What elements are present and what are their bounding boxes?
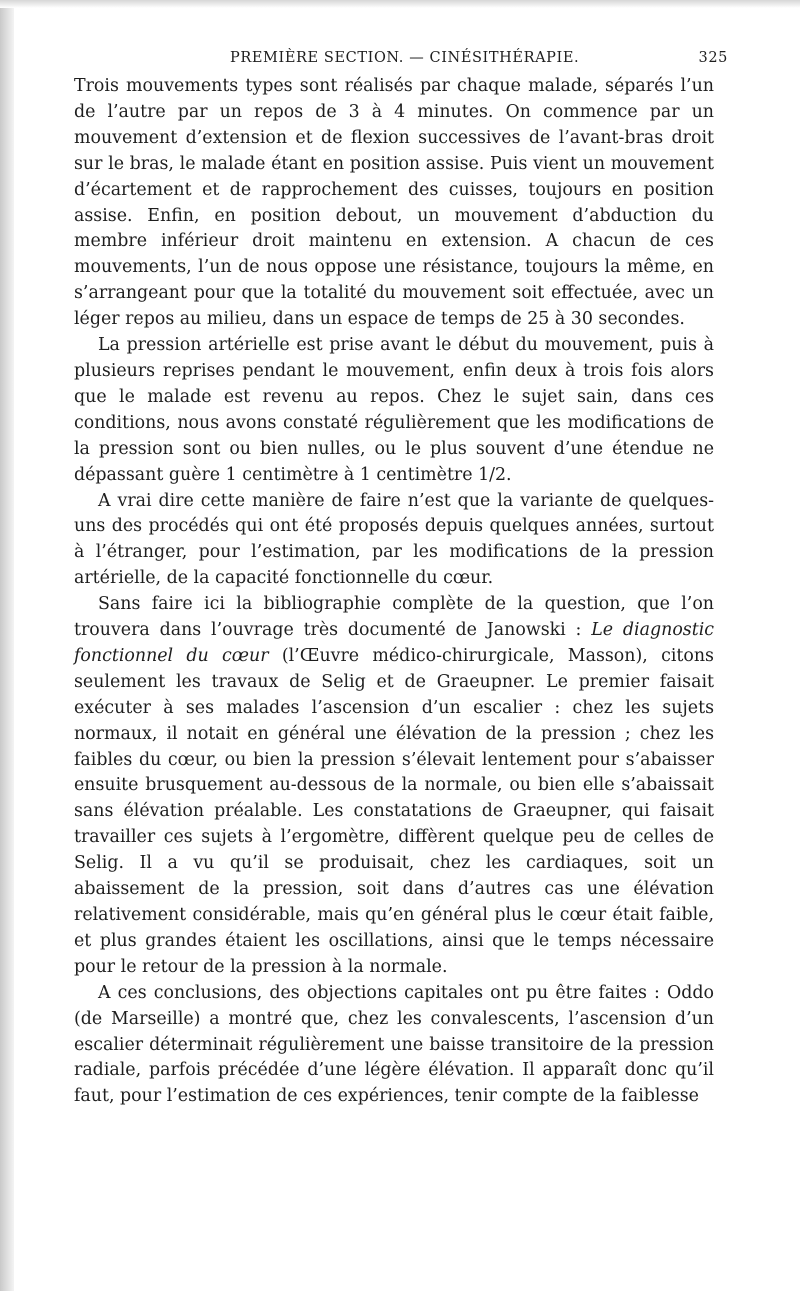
- paragraph-4-text-before: Sans faire ici la bibliographie complète de la question, que l’on trouvera dans l’ouvrage très documenté de Janowski :: [74, 594, 714, 641]
- running-head: [74, 44, 728, 74]
- paragraph-2: La pression artérielle est prise avant le début du mouvement, puis à plusieurs reprises pendant le mouvement, enfin deux à trois fois alors que le malade est revenu au repos. Chez le sujet sain, dans ces conditions, nous avons constaté régulièrement que les modifications de la pression sont ou bien nulles, ou le plus souvent d’une étendue ne dépassant guère 1 centimètre à 1 centimètre 1/2.: [74, 335, 714, 485]
- paragraph-4: [74, 592, 714, 981]
- body-text: [74, 74, 714, 1110]
- paragraph-1: Trois mouvements types sont réalisés par chaque malade, séparés l’un de l’autre par un repos de 3 à 4 minutes. On commence par un mouvement d’extension et de flexion successives de l’avant-bras droit sur le bras, le malade étant en position assise. Puis vient un mouvement d’écartement et de rapprochement des cuisses, toujours en position assise. Enfin, en position debout, un mouvement d’abduction du membre inférieur droit maintenu en extension. A chacun de ces mouvements, l’un de nous oppose une résistance, toujours la même, en s’arrangeant pour que la totalité du mouvement soit effectuée, avec un léger repos au milieu, dans un espace de temps de 25 à 30 secondes.: [74, 76, 714, 330]
- running-title: PREMIÈRE SECTION. — CINÉSITHÉRAPIE.: [230, 50, 580, 66]
- book-title-citation: Le diagnostic fonctionnel du cœur: [74, 620, 714, 666]
- page-number: 325: [698, 50, 728, 66]
- paragraph-4-text-after: (l’Œuvre médico-chirurgicale, Masson), citons seulement les travaux de Selig et de Graeupner. Le premier faisait exécuter à ses malades l’ascension d’un escalier : chez les sujets normaux, il notait en général une élévation de la pression ; chez les faibles du cœur, ou bien la pression s’élevait lentement pour s’abaisser ensuite brusquement au-dessous de la normale, ou bien elle s’abaissait sans élévation préalable. Les constatations de Graeupner, qui faisait travailler ces sujets à l’ergomètre, diffèrent quelque peu de celles de Selig. Il a vu qu’il se produisait, chez les cardiaques, soit un abaissement de la pression, soit dans d’autres cas une élévation relativement considérable, mais qu’en général plus le cœur était faible, et plus grandes étaient les oscillations, ainsi que le temps nécessaire pour le retour de la pression à la normale.: [74, 645, 714, 977]
- paragraph-3: A vrai dire cette manière de faire n’est que la variante de quelques-uns des procédés qui ont été proposés depuis quelques années, surtout à l’étranger, pour l’estimation, par les modifications de la pression artérielle, de la capacité fonctionnelle du cœur.: [74, 490, 714, 589]
- paragraph-5: A ces conclusions, des objections capitales ont pu être faites : Oddo (de Marseille) a montré que, chez les convalescents, l’ascension d’un escalier déterminait régulièrement une baisse transitoire de la pression radiale, parfois précédée d’une légère élévation. Il apparaît donc qu’il faut, pour l’estimation de ces expériences, tenir compte de la faiblesse: [74, 982, 714, 1107]
